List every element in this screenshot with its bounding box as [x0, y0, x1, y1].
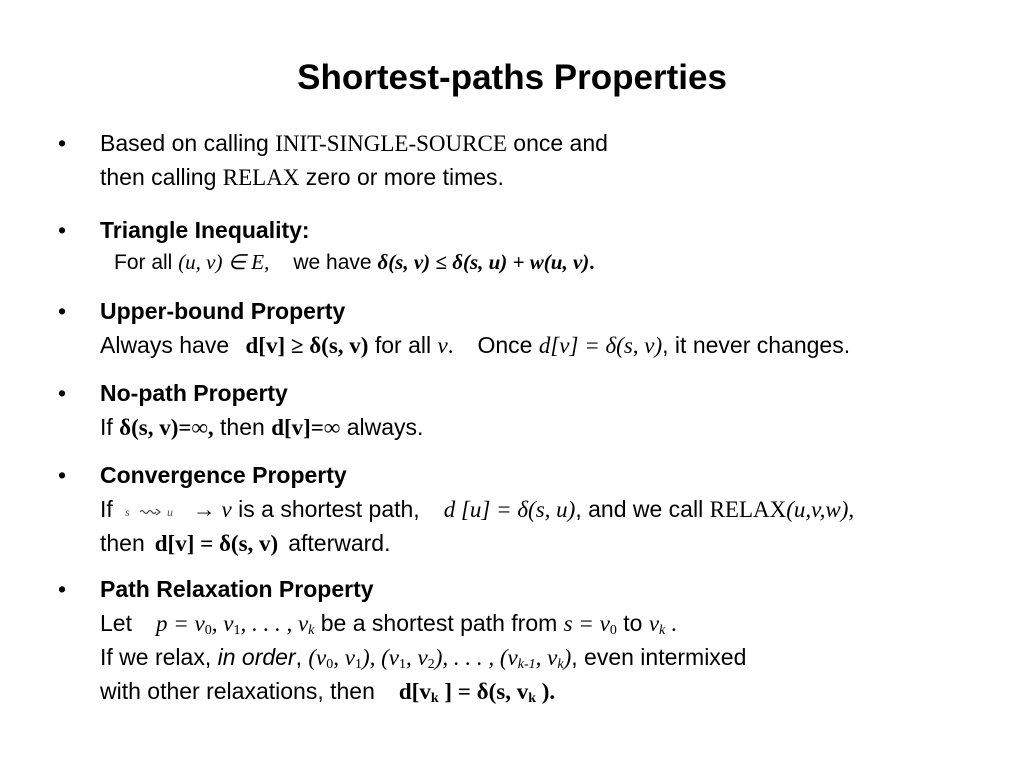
bullet-content: [100, 213, 595, 277]
text-run: then calling: [100, 164, 223, 190]
math-expr: (u, v) ∈ E,: [178, 250, 270, 274]
text-run: Always have: [100, 332, 236, 358]
slide-title: Shortest-paths Properties: [297, 58, 727, 97]
text-run: we have: [293, 251, 378, 274]
text-run: Based on calling: [100, 130, 276, 156]
math-expr: ): [563, 645, 572, 670]
text-run: always.: [340, 414, 424, 440]
text-run: For all: [114, 251, 179, 274]
bullet-content: [100, 294, 850, 362]
math-expr: v: [437, 333, 448, 358]
text-run: be a shortest path from: [314, 610, 564, 636]
text-line: [100, 674, 746, 708]
subscript: 2: [427, 657, 435, 672]
subscript: 1: [354, 657, 362, 672]
procedure-name: INIT-SINGLE-SOURCE: [275, 131, 507, 156]
text-run: , and we call: [575, 496, 710, 522]
math-expr: δ(s, v) ≤ δ(s, u) + w(u, v): [377, 250, 590, 274]
text-run: ,: [848, 497, 855, 522]
bullet-dot: •: [58, 576, 67, 602]
subscript: 0: [204, 623, 212, 638]
path-start-label: s: [124, 504, 130, 519]
math-expr: d[v] = δ(s, v): [538, 333, 663, 358]
text-line: [100, 328, 850, 362]
bullet-dot: •: [58, 380, 67, 406]
subscript: k: [659, 623, 666, 638]
text-run: , even intermixed: [571, 644, 747, 670]
math-expr: , v: [211, 611, 234, 636]
subscript: 0: [609, 623, 617, 638]
text-line: [100, 160, 608, 194]
property-heading: No-path Property: [100, 380, 288, 406]
text-run: Once: [477, 332, 539, 358]
subscript: k: [557, 657, 564, 672]
property-heading: Triangle Inequality:: [100, 217, 310, 243]
text-run: is a shortest path,: [231, 496, 420, 522]
math-expr: d[v: [398, 679, 431, 704]
text-run: then: [213, 414, 272, 440]
bullet-content: [100, 572, 746, 708]
text-run: once and: [506, 130, 608, 156]
bullet-dot: •: [58, 130, 67, 156]
math-expr: , v: [406, 645, 428, 670]
text-run: Let: [100, 610, 132, 636]
text-line: [100, 640, 746, 674]
text-run: If: [100, 414, 120, 440]
math-expr: , . . . , v: [240, 611, 309, 636]
text-run: .: [665, 611, 677, 636]
text-line: [100, 606, 746, 640]
subscript: 1: [399, 657, 406, 672]
math-expr: d[v] = δ(s, v): [154, 531, 279, 556]
math-expr: s = v: [563, 611, 610, 636]
bullet-dot: •: [58, 298, 67, 324]
math-expr: δ(s, v)=∞,: [119, 415, 214, 440]
text-run: for all: [368, 332, 438, 358]
text-line: [100, 247, 595, 277]
text-run: , it never changes.: [662, 332, 851, 358]
text-run: with other relaxations, then: [100, 678, 375, 704]
math-expr: ).: [536, 679, 556, 704]
text-run: then: [100, 530, 145, 556]
math-expr: ] = δ(s, v: [438, 679, 529, 704]
property-heading: Upper-bound Property: [100, 298, 346, 324]
bullet-content: [100, 458, 854, 560]
text-run: to: [616, 610, 649, 636]
text-line: [100, 126, 608, 160]
subscript: k: [528, 691, 537, 706]
text-line: [100, 492, 854, 526]
math-expr: p = v: [155, 611, 205, 636]
math-expr: d[v] ≥ δ(s, v): [245, 333, 369, 358]
bullet-content: [100, 376, 423, 444]
procedure-name: RELAX: [709, 497, 787, 522]
math-expr: ), (v: [361, 645, 399, 670]
text-run: ,: [295, 644, 309, 670]
math-expr: d[v]=∞: [271, 415, 341, 440]
arrowhead-icon: [156, 509, 160, 515]
bullet-content: [100, 126, 608, 194]
path-squiggle-image: [123, 503, 185, 519]
text-line: [100, 526, 854, 560]
math-expr: d [u] = δ(s, u): [443, 497, 576, 522]
text-run: afterward.: [288, 530, 391, 556]
bullet-dot: •: [58, 462, 67, 488]
math-expr: (u,v,w): [786, 497, 849, 522]
subscript: 0: [326, 657, 334, 672]
text-run: zero or more times.: [299, 164, 504, 190]
text-run: .: [589, 250, 595, 274]
math-expr: , v: [535, 645, 558, 670]
procedure-name: RELAX: [222, 165, 300, 190]
text-line: [100, 410, 423, 444]
bullet-dot: •: [58, 217, 67, 243]
math-expr: , v: [333, 645, 355, 670]
math-expr: (v: [308, 645, 327, 670]
squiggle-arrow-icon: [140, 510, 156, 513]
math-expr: ), . . . , (v: [434, 645, 518, 670]
subscript: 1: [233, 623, 241, 638]
math-expr: → v: [192, 497, 232, 522]
text-run: If: [100, 496, 113, 522]
path-end-label: u: [166, 504, 173, 519]
text-run: If we relax,: [100, 644, 218, 670]
emphasis: in order: [217, 644, 296, 670]
subscript: k: [308, 623, 315, 638]
subscript: k-1: [517, 657, 536, 672]
property-heading: Path Relaxation Property: [100, 576, 374, 602]
subscript: k: [430, 691, 439, 706]
math-expr: v: [648, 611, 660, 636]
property-heading: Convergence Property: [100, 462, 347, 488]
text-run: .: [447, 333, 454, 358]
